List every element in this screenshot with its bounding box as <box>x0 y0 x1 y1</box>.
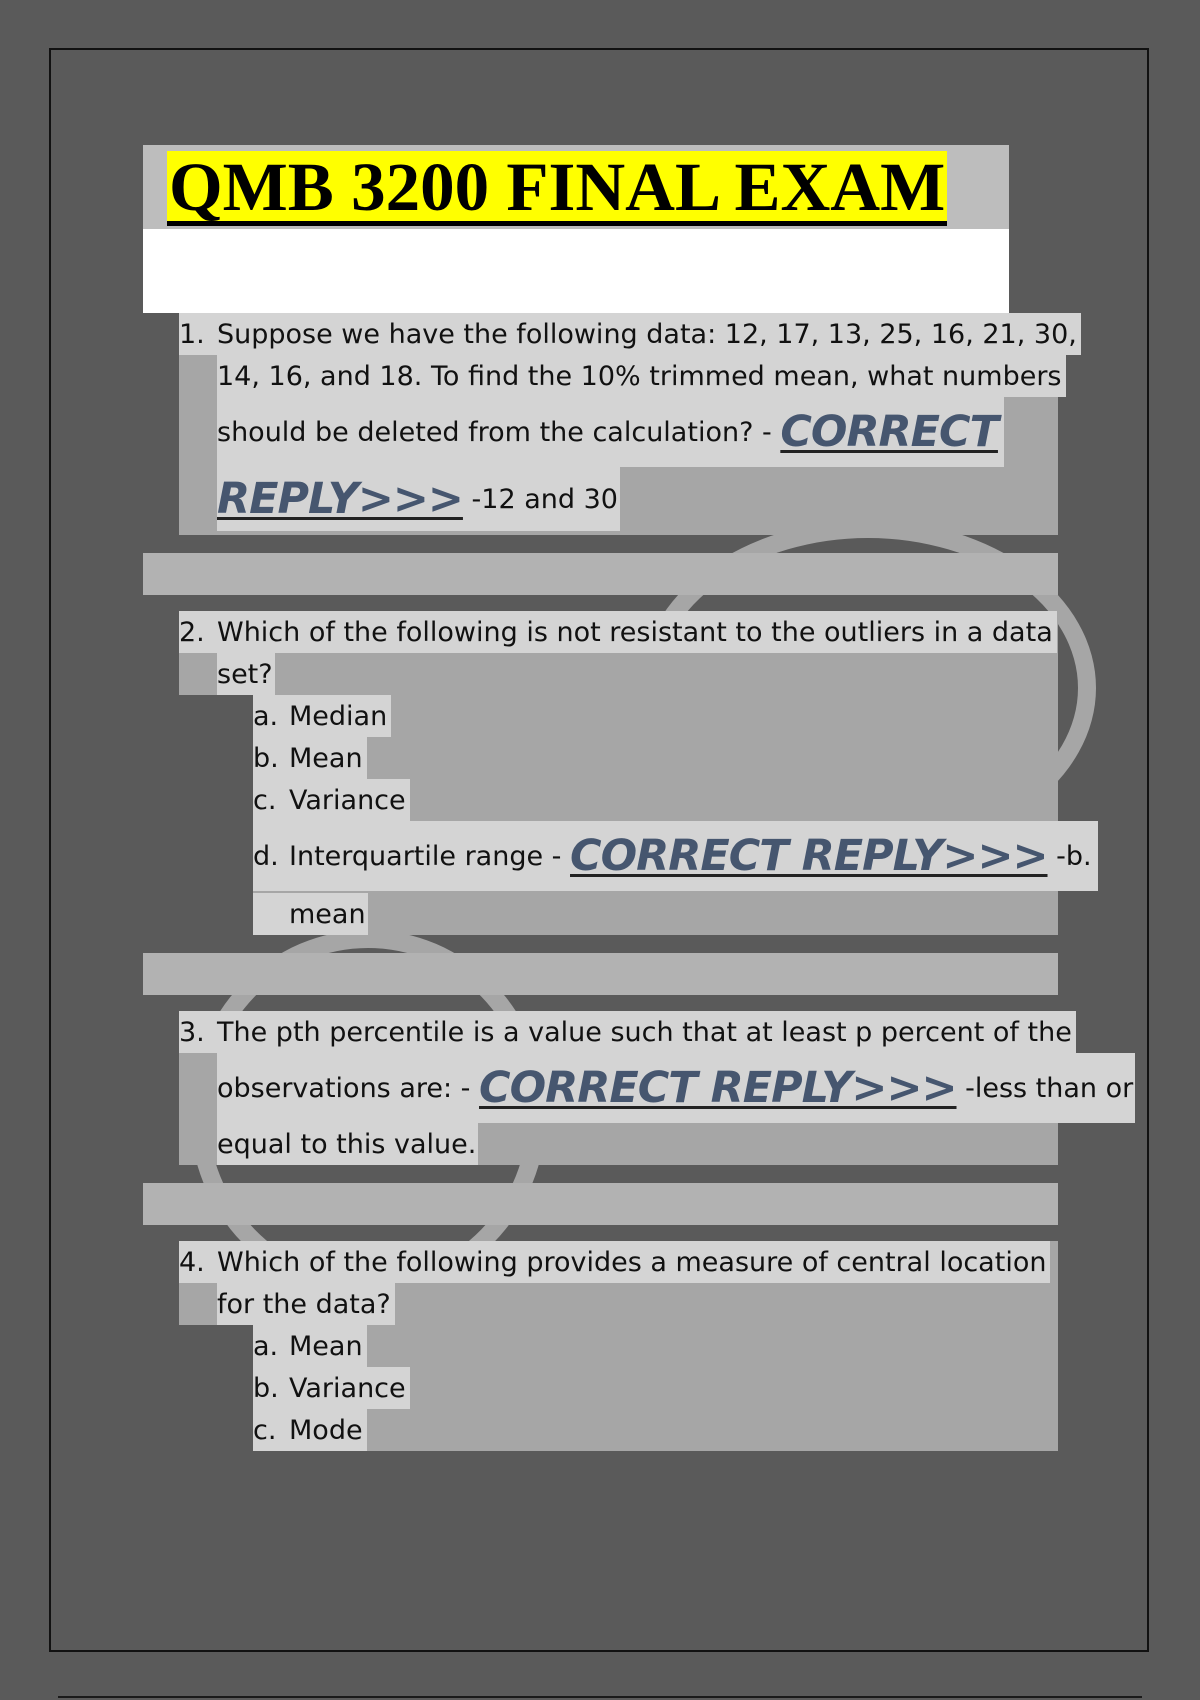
question-2-option-d <box>253 821 1098 891</box>
question-1-line-4 <box>217 467 620 531</box>
question-2-number: 2. <box>179 616 205 648</box>
question-2-text-2: set? <box>217 653 275 695</box>
question-4-text-1: Which of the following provides a measure of central location <box>217 1246 1047 1278</box>
question-1-line-3 <box>217 397 1004 467</box>
option-text: Variance <box>289 1372 406 1404</box>
option-text: Median <box>289 700 388 732</box>
question-3-answer-2: equal to this value. <box>217 1128 477 1160</box>
option-text: Mean <box>289 1330 363 1362</box>
question-1-text-1: Suppose we have the following data: 12, 17, 13, 25, 16, 21, 30, <box>217 318 1077 350</box>
correct-reply-label: REPLY>>> <box>217 474 463 524</box>
question-1-text-2: 14, 16, and 18. To find the 10% trimmed mean, what numbers <box>217 355 1066 397</box>
question-4-text-2: for the data? <box>217 1283 395 1325</box>
separator-bar <box>143 553 1058 595</box>
question-3-line-2 <box>217 1053 1135 1123</box>
question-1-number: 1. <box>179 318 205 350</box>
question-4-line-2 <box>217 1283 395 1325</box>
question-4-option-a <box>253 1325 367 1367</box>
option-text: Mode <box>289 1414 363 1446</box>
option-text: Interquartile range - <box>289 840 562 872</box>
question-4-number: 4. <box>179 1246 205 1278</box>
question-1-line-2 <box>217 355 1066 397</box>
title-block <box>143 145 1009 229</box>
option-letter: d. <box>253 840 279 872</box>
question-1-answer: -12 and 30 <box>471 483 618 515</box>
question-2-line-1 <box>179 611 1057 653</box>
question-2-line-answer <box>253 893 368 935</box>
question-3-line-3 <box>217 1123 478 1165</box>
question-2-option-c <box>253 779 410 821</box>
question-3-line-1 <box>179 1011 1076 1053</box>
question-2-option-a <box>253 695 391 737</box>
question-2-option-b <box>253 737 367 779</box>
correct-reply-label: CORRECT REPLY>>> <box>570 831 1048 881</box>
option-letter: c. <box>253 1414 277 1446</box>
question-3-number: 3. <box>179 1016 205 1048</box>
question-4-line-1 <box>179 1241 1050 1283</box>
question-4-option-b <box>253 1367 410 1409</box>
document-title: QMB 3200 FINAL EXAM <box>169 149 946 225</box>
question-1-line-1 <box>179 313 1081 355</box>
question-2-line-2 <box>179 653 279 695</box>
correct-reply-label: CORRECT <box>780 407 998 457</box>
question-3-text-1: The pth percentile is a value such that at least p percent of the <box>217 1016 1072 1048</box>
question-4-option-c <box>253 1409 367 1451</box>
title-blank-area <box>143 229 1009 313</box>
question-2-answer-1: -b. <box>1056 840 1092 872</box>
question-3-answer-1: -less than or <box>965 1072 1134 1104</box>
option-letter: c. <box>253 784 277 816</box>
bottom-rule <box>58 1696 1142 1698</box>
question-2-text-1: Which of the following is not resistant to the outliers in a data <box>217 616 1053 648</box>
option-letter: b. <box>253 1372 279 1404</box>
separator-bar <box>143 1183 1058 1225</box>
option-letter: b. <box>253 742 279 774</box>
question-2-answer-2: mean <box>289 898 366 930</box>
correct-reply-label: CORRECT REPLY>>> <box>479 1063 957 1113</box>
option-letter: a. <box>253 1330 279 1362</box>
option-text: Mean <box>289 742 363 774</box>
separator-bar <box>143 953 1058 995</box>
option-text: Variance <box>289 784 406 816</box>
option-letter: a. <box>253 700 279 732</box>
question-3-text-2: observations are: - <box>217 1072 471 1104</box>
question-1-text-3: should be deleted from the calculation? - <box>217 416 772 448</box>
